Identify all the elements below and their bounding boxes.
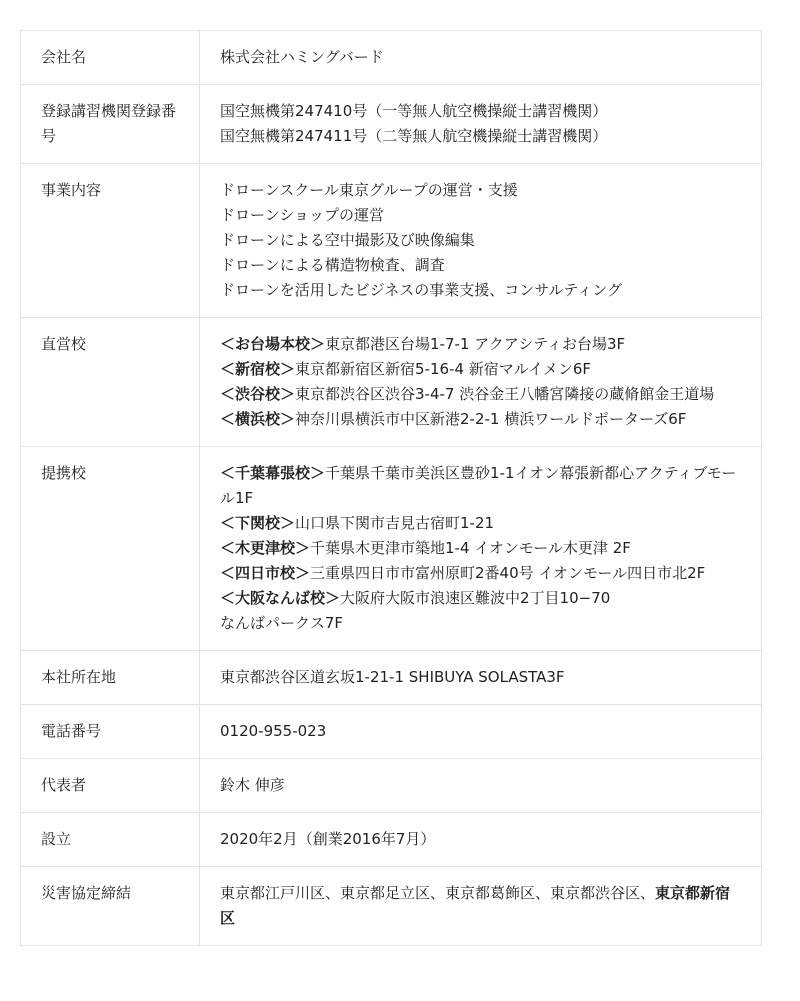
company-info-table	[20, 30, 762, 946]
value-text: 2020年2月（創業2016年7月）	[220, 830, 436, 848]
row-label: 会社名	[21, 31, 200, 85]
value-line	[220, 881, 741, 931]
value-line	[220, 773, 741, 798]
row-label: 登録講習機関登録番号	[21, 85, 200, 164]
bold-text: ＜お台場本校＞	[220, 335, 326, 353]
info-row	[21, 867, 762, 946]
value-line	[220, 382, 741, 407]
value-text: ドローンを活用したビジネスの事業支援、コンサルティング	[220, 281, 623, 299]
value-text: 東京都江戸川区、東京都足立区、東京都葛飾区、東京都渋谷区、	[220, 884, 656, 902]
value-line	[220, 203, 741, 228]
value-line	[220, 332, 741, 357]
value-text: 東京都新宿区新宿5-16-4 新宿マルイメン6F	[295, 360, 592, 378]
value-line	[220, 536, 741, 561]
company-info-rows	[21, 31, 762, 946]
bold-text: ＜木更津校＞	[220, 539, 311, 557]
value-text: 三重県四日市市富州原町2番40号 イオンモール四日市北2F	[310, 564, 706, 582]
value-line	[220, 45, 741, 70]
row-value	[200, 813, 762, 867]
row-value	[200, 318, 762, 447]
value-line	[220, 357, 741, 382]
value-text: 東京都港区台場1-7-1 アクアシティお台場3F	[325, 335, 626, 353]
row-label: 災害協定締結	[21, 867, 200, 946]
value-line	[220, 561, 741, 586]
value-text: 神奈川県横浜市中区新港2-2-1 横浜ワールドポーターズ6F	[295, 410, 687, 428]
info-row	[21, 759, 762, 813]
value-line	[220, 124, 741, 149]
info-row	[21, 164, 762, 318]
bold-text: ＜横浜校＞	[220, 410, 296, 428]
value-line	[220, 611, 741, 636]
value-text: ドローンによる構造物検査、調査	[220, 256, 445, 274]
value-text: 国空無機第247410号（一等無人航空機操縦士講習機関）	[220, 102, 608, 120]
info-row	[21, 705, 762, 759]
bold-text: ＜大阪なんば校＞	[220, 589, 341, 607]
bold-text: ＜四日市校＞	[220, 564, 311, 582]
value-line	[220, 253, 741, 278]
value-line	[220, 586, 741, 611]
value-line	[220, 511, 741, 536]
value-text: 山口県下関市吉見古宿町1-21	[295, 514, 495, 532]
row-value	[200, 867, 762, 946]
value-text: 大阪府大阪市浪速区難波中2丁目10−70	[340, 589, 611, 607]
value-text: ドローンスクール東京グループの運営・支援	[220, 181, 518, 199]
row-value	[200, 705, 762, 759]
row-label: 代表者	[21, 759, 200, 813]
info-row	[21, 85, 762, 164]
info-row	[21, 651, 762, 705]
value-line	[220, 407, 741, 432]
value-line	[220, 99, 741, 124]
value-line	[220, 461, 741, 511]
row-label: 電話番号	[21, 705, 200, 759]
row-label: 本社所在地	[21, 651, 200, 705]
value-text: ドローンショップの運営	[220, 206, 385, 224]
info-row	[21, 447, 762, 651]
value-text: 国空無機第247411号（二等無人航空機操縦士講習機関）	[220, 127, 608, 145]
value-line	[220, 827, 741, 852]
row-value	[200, 651, 762, 705]
bold-text: 東京都新宿区	[220, 884, 731, 927]
value-text: 千葉県千葉市美浜区豊砂1-1イオン幕張新都心アクティブモール1F	[220, 464, 737, 507]
info-row	[21, 31, 762, 85]
bold-text: ＜新宿校＞	[220, 360, 296, 378]
value-line	[220, 278, 741, 303]
value-line	[220, 228, 741, 253]
row-value	[200, 85, 762, 164]
value-text: なんばパークス7F	[220, 614, 344, 632]
value-line	[220, 178, 741, 203]
company-profile	[20, 30, 762, 946]
value-text: ドローンによる空中撮影及び映像編集	[220, 231, 475, 249]
info-row	[21, 813, 762, 867]
value-line	[220, 719, 741, 744]
row-value	[200, 164, 762, 318]
bold-text: ＜千葉幕張校＞	[220, 464, 326, 482]
bold-text: ＜下関校＞	[220, 514, 296, 532]
value-text: 0120-955-023	[220, 722, 327, 740]
value-text: 千葉県木更津市築地1-4 イオンモール木更津 2F	[310, 539, 631, 557]
value-text: 鈴木 伸彦	[220, 776, 285, 794]
value-text: 東京都渋谷区道玄坂1-21-1 SHIBUYA SOLASTA3F	[220, 668, 565, 686]
row-label: 事業内容	[21, 164, 200, 318]
row-value	[200, 447, 762, 651]
row-label: 提携校	[21, 447, 200, 651]
row-value	[200, 31, 762, 85]
value-text: 東京都渋谷区渋谷3-4-7 渋谷金王八幡宮隣接の蔵脩館金王道場	[295, 385, 715, 403]
row-value	[200, 759, 762, 813]
value-line	[220, 665, 741, 690]
value-text: 株式会社ハミングバード	[220, 48, 384, 66]
info-row	[21, 318, 762, 447]
bold-text: ＜渋谷校＞	[220, 385, 296, 403]
row-label: 設立	[21, 813, 200, 867]
row-label: 直営校	[21, 318, 200, 447]
